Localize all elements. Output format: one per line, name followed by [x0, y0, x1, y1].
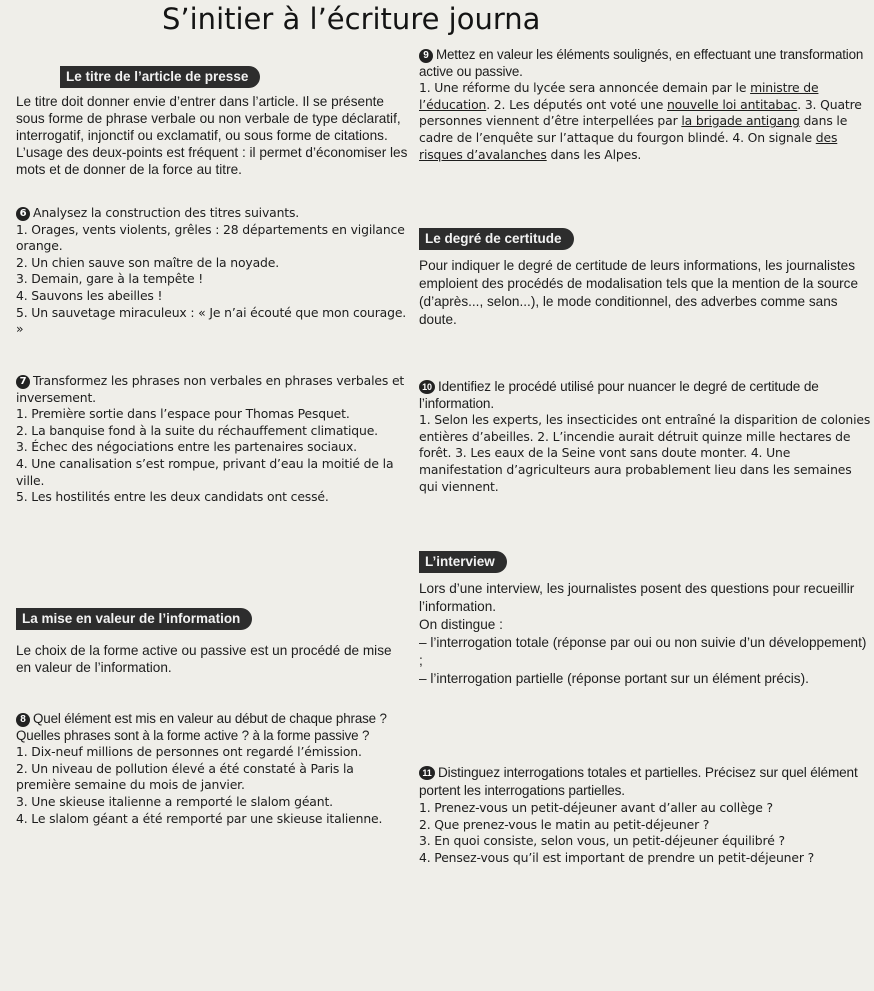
exercise-9-text-part: 1. Une réforme du lycée sera annoncée demain par le	[419, 80, 751, 96]
exercise-6	[16, 205, 408, 338]
underlined-element: nouvelle loi antitabac	[666, 96, 798, 112]
section-tag-wrap-mise	[16, 608, 408, 630]
exercise-8-item: 4. Le slalom géant a été remporté par une skieuse italienne.	[16, 810, 383, 826]
exercise-7	[16, 373, 408, 506]
exercise-11-item: 1. Prenez-vous un petit-déjeuner avant d’aller au collège ?	[419, 800, 773, 815]
exercise-number-11: 11	[419, 766, 435, 780]
exercise-9-title: Mettez en valeur les éléments soulignés, en effectuant une transformation active ou passive.	[419, 47, 864, 79]
exercise-9-text-part: . 3. Quatre personnes viennent d’être interpellées par	[419, 96, 862, 129]
exercise-6-item: 3. Demain, gare à la tempête !	[16, 271, 204, 287]
exercise-11-title: Distinguez interrogations totales et partielles. Précisez sur quel élément portent les interrogations partielles.	[419, 765, 858, 798]
exercise-7-item: 4. Une canalisation s’est rompue, privant d’eau la moitié de la ville.	[16, 455, 394, 488]
exercise-7-item: 2. La banquise fond à la suite du réchauffement climatique.	[16, 422, 378, 438]
interview-item-partielle: – l’interrogation partielle (réponse portant sur un élément précis).	[419, 671, 809, 686]
section-tag-degre: Le degré de certitude	[419, 228, 574, 250]
exercise-8-item: 1. Dix-neuf millions de personnes ont regardé l’émission.	[16, 744, 362, 760]
exercise-number-8: 8	[16, 713, 30, 727]
exercise-9-text-part: dans le cadre de l’enquête sur l’attaque du fourgon blindé. 4. On signale	[419, 113, 848, 145]
exercise-11-item: 4. Pensez-vous qu’il est important de prendre un petit-déjeuner ?	[419, 849, 815, 865]
underlined-element: des risques d’avalanches	[419, 129, 838, 162]
section-text-degre: Pour indiquer le degré de certitude de leurs informations, les journalistes emploient des procédés de modalisation tels que la mention de la source (d’après..., selon...), le mode conditionnel, des adverbes comme sans doute.	[419, 258, 859, 327]
section-interview	[419, 580, 871, 688]
exercise-10	[419, 379, 871, 495]
exercise-11-item: 2. Que prenez-vous le matin au petit-déjeuner ?	[419, 816, 710, 832]
exercise-11-item: 3. En quoi consiste, selon vous, un petit-déjeuner équilibré ?	[419, 833, 785, 849]
exercise-8	[16, 711, 408, 827]
exercise-number-10: 10	[419, 380, 435, 394]
exercise-6-item: 2. Un chien sauve son maître de la noyade.	[16, 254, 280, 270]
exercise-8-item: 2. Un niveau de pollution élevé a été constaté à Paris la première semaine du mois de janvier.	[16, 760, 354, 793]
exercise-7-item: 5. Les hostilités entre les deux candidats ont cessé.	[16, 489, 329, 505]
exercise-6-item: 4. Sauvons les abeilles !	[16, 287, 163, 303]
exercise-number-9: 9	[419, 49, 433, 63]
section-tag-wrap-interview	[419, 551, 871, 573]
exercise-6-title: Analysez la construction des titres suivants.	[33, 205, 300, 220]
underlined-element: ministre de l’éducation	[419, 80, 819, 112]
exercise-10-title: Identifiez le procédé utilisé pour nuancer le degré de certitude de l’information.	[419, 379, 819, 411]
section-tag-mise-en-valeur: La mise en valeur de l’information	[16, 608, 252, 630]
exercise-7-title: Transformez les phrases non verbales en phrases verbales et inversement.	[16, 373, 405, 405]
exercise-9-text	[419, 80, 871, 163]
exercise-10-text: 1. Selon les experts, les insecticides ont entraîné la disparition de colonies entières d’abeilles. 2. L’incendie aurait détruit quinze mille hectares de forêt. 3. Les eaux de la Seine vont sans doute monter. 4. Une manifestation d’agriculteurs aura probablement lieu dans les semaines qui viennent.	[419, 412, 871, 494]
exercise-9	[419, 47, 871, 163]
interview-text: Lors d’une interview, les journalistes posent des questions pour recueillir l’information.	[419, 581, 855, 614]
left-column	[16, 66, 408, 88]
page-title: S’initier à l’écriture journa	[162, 2, 541, 36]
section-text-titre: Le titre doit donner envie d’entrer dans l’article. Il se présente sous forme de phrase verbale ou non verbale de type déclaratif, interrogatif, injonctif ou exclamatif, ou sous forme de citations. L’usage des deux-points est fréquent : il permet d’économiser les mots et de donner de la force au titre.	[16, 94, 408, 177]
exercise-6-item: 1. Orages, vents violents, grêles : 28 départements en vigilance orange.	[16, 221, 405, 254]
exercise-number-7: 7	[16, 375, 30, 389]
interview-item-totale: – l’interrogation totale (réponse par oui ou non suivie d’un développement) ;	[419, 635, 867, 668]
section-tag-interview: L’interview	[419, 551, 507, 573]
exercise-8-item: 3. Une skieuse italienne a remporté le slalom géant.	[16, 793, 333, 809]
interview-distingue: On distingue :	[419, 617, 503, 632]
exercise-8-title: Quel élément est mis en valeur au début de chaque phrase ? Quelles phrases sont à la forme active ? à la forme passive ?	[16, 711, 387, 743]
underlined-element: la brigade antigang	[681, 113, 800, 129]
exercise-number-6: 6	[16, 207, 30, 221]
exercise-11	[419, 764, 871, 866]
section-tag-wrap-degre	[419, 228, 871, 250]
exercise-9-text-part: dans les Alpes.	[546, 146, 642, 162]
exercise-7-item: 1. Première sortie dans l’espace pour Thomas Pesquet.	[16, 406, 350, 422]
exercise-6-item: 5. Un sauvetage miraculeux : « Je n’ai écouté que mon courage. »	[16, 304, 407, 337]
section-tag-titre: Le titre de l’article de presse	[60, 66, 260, 88]
exercise-7-item: 3. Échec des négociations entre les partenaires sociaux.	[16, 439, 357, 455]
section-text-mise-en-valeur: Le choix de la forme active ou passive est un procédé de mise en valeur de l’information.	[16, 643, 392, 675]
exercise-9-text-part: . 2. Les députés ont voté une	[486, 96, 667, 112]
